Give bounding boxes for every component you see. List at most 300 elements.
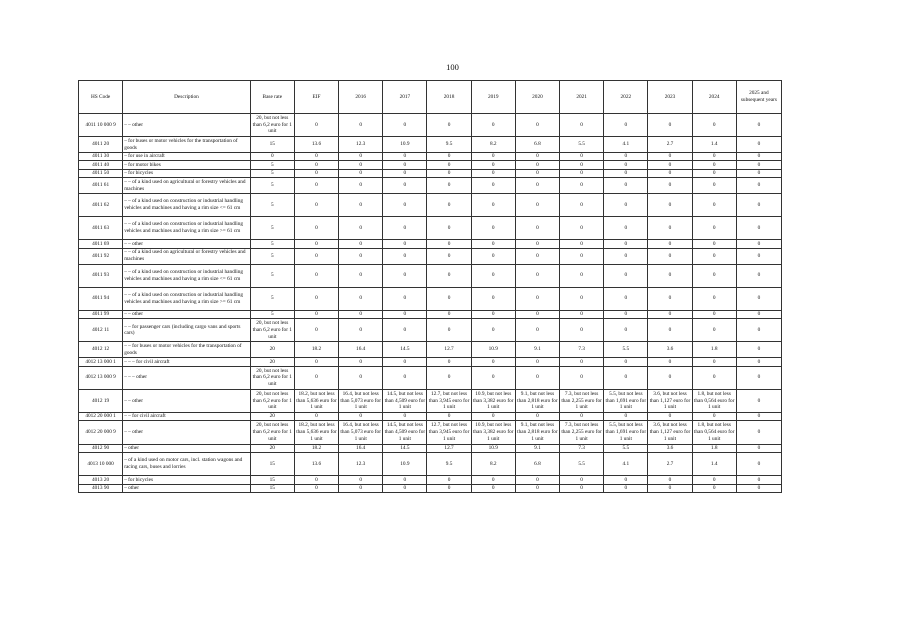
rate-cell: 0 (294, 217, 338, 240)
rate-cell: 0 (383, 240, 427, 248)
hs-code-cell: 4011 94 (79, 287, 123, 310)
rate-cell: 0 (294, 169, 338, 177)
rate-cell: 0 (692, 193, 736, 216)
description-cell: – – other (123, 114, 251, 137)
rate-cell: 0 (648, 264, 692, 287)
rate-cell: 20 (250, 342, 294, 358)
rate-cell: 0 (383, 178, 427, 194)
description-cell: – – other (123, 389, 251, 412)
hs-code-cell: 4012 13 000 1 (79, 358, 123, 366)
rate-cell: 0 (383, 248, 427, 264)
rate-cell: 0 (648, 161, 692, 169)
rate-cell: 13.6 (294, 137, 338, 153)
rate-cell: 7.3 (560, 444, 604, 452)
rate-cell: 0 (427, 152, 471, 160)
hs-code-cell: 4011 10 000 9 (79, 114, 123, 137)
rate-cell: 0 (339, 178, 383, 194)
hs-code-cell: 4011 69 (79, 240, 123, 248)
rate-cell: 0 (294, 178, 338, 194)
rate-cell: 0 (427, 413, 471, 421)
rate-cell: 0 (427, 484, 471, 492)
hs-code-cell: 4011 61 (79, 178, 123, 194)
rate-cell: 0 (736, 193, 781, 216)
rate-cell: 0 (294, 319, 338, 342)
rate-cell: 0 (427, 287, 471, 310)
rate-cell: 12.7, but not less than 3,945 euro for 1 unit (427, 389, 471, 412)
rate-cell: 14.5, but not less than 4,509 euro for 1 unit (383, 421, 427, 444)
rate-cell: 0 (471, 264, 515, 287)
rate-cell: 10.9 (383, 137, 427, 153)
rate-cell: 0 (515, 178, 559, 194)
rate-cell: 9.5 (427, 453, 471, 476)
table-row (79, 484, 782, 492)
rate-cell: 10.9 (471, 444, 515, 452)
table-row (79, 389, 782, 412)
rate-cell: 0 (692, 476, 736, 484)
table-row (79, 342, 782, 358)
rate-cell: 0 (294, 161, 338, 169)
table-row (79, 476, 782, 484)
rate-cell: 0 (648, 178, 692, 194)
column-header: 2025 and subsequent years (736, 81, 781, 114)
rate-cell: 0 (427, 169, 471, 177)
rate-cell: 0 (648, 114, 692, 137)
rate-cell: 20 (250, 413, 294, 421)
rate-cell: 0 (604, 248, 648, 264)
rate-cell: 0 (294, 193, 338, 216)
rate-cell: 0 (560, 217, 604, 240)
rate-cell: 12.3 (339, 137, 383, 153)
rate-cell: 9.1, but not less than 2,818 euro for 1 unit (515, 389, 559, 412)
rate-cell: 20 (250, 358, 294, 366)
rate-cell: 0 (648, 217, 692, 240)
rate-cell: 0 (560, 152, 604, 160)
rate-cell: 0 (692, 169, 736, 177)
rate-cell: 0 (736, 310, 781, 318)
rate-cell: 0 (339, 217, 383, 240)
rate-cell: 0 (736, 366, 781, 389)
rate-cell: 0 (339, 169, 383, 177)
rate-cell: 0 (736, 248, 781, 264)
description-cell: – – for civil aircraft (123, 413, 251, 421)
rate-cell: 0 (515, 319, 559, 342)
rate-cell: 0 (736, 453, 781, 476)
rate-cell: 1.8 (692, 444, 736, 452)
hs-code-cell: 4011 40 (79, 161, 123, 169)
rate-cell: 0 (383, 169, 427, 177)
rate-cell: 0 (604, 484, 648, 492)
rate-cell: 0 (294, 310, 338, 318)
rate-cell: 0 (692, 217, 736, 240)
rate-cell: 0 (736, 152, 781, 160)
description-cell: – – for buses or motor vehicles for the transportation of goods (123, 342, 251, 358)
rate-cell: 14.5 (383, 342, 427, 358)
rate-cell: 0 (604, 193, 648, 216)
rate-cell: 0 (383, 152, 427, 160)
rate-cell: 0 (560, 366, 604, 389)
rate-cell: 18.2, but not less than 5,636 euro for 1 unit (294, 389, 338, 412)
rate-cell: 0 (250, 152, 294, 160)
rate-cell: 0 (648, 248, 692, 264)
rate-cell: 5 (250, 310, 294, 318)
rate-cell: 0 (383, 193, 427, 216)
rate-cell: 0 (427, 476, 471, 484)
rate-cell: 0 (339, 248, 383, 264)
hs-code-cell: 4011 30 (79, 152, 123, 160)
rate-cell: 5.5 (560, 453, 604, 476)
rate-cell: 0 (692, 248, 736, 264)
rate-cell: 0 (471, 114, 515, 137)
table-row (79, 366, 782, 389)
rate-cell: 5 (250, 169, 294, 177)
rate-cell: 0 (648, 476, 692, 484)
rate-cell: 0 (560, 319, 604, 342)
hs-code-cell: 4012 20 000 1 (79, 413, 123, 421)
rate-cell: 0 (383, 287, 427, 310)
rate-cell: 0 (515, 217, 559, 240)
table-row (79, 161, 782, 169)
rate-cell: 20, but not less than 6,2 euro for 1 unit (250, 389, 294, 412)
hs-code-cell: 4011 99 (79, 310, 123, 318)
rate-cell: 0 (427, 161, 471, 169)
table-row (79, 310, 782, 318)
hs-code-cell: 4012 12 (79, 342, 123, 358)
rate-cell: 0 (515, 152, 559, 160)
rate-cell: 0 (427, 310, 471, 318)
rate-cell: 0 (736, 264, 781, 287)
table-row (79, 413, 782, 421)
rate-cell: 0 (604, 319, 648, 342)
rate-cell: 0 (604, 310, 648, 318)
description-cell: – – – for civil aircraft (123, 358, 251, 366)
rate-cell: 6.8 (515, 137, 559, 153)
rate-cell: 10.9, but not less than 3,382 euro for 1 unit (471, 389, 515, 412)
rate-cell: 0 (648, 484, 692, 492)
rate-cell: 1.4 (692, 453, 736, 476)
rate-cell: 20, but not less than 6,2 euro for 1 unit (250, 319, 294, 342)
rate-cell: 0 (383, 161, 427, 169)
rate-cell: 0 (736, 178, 781, 194)
rate-cell: 0 (736, 358, 781, 366)
hs-code-cell: 4012 19 (79, 389, 123, 412)
rate-cell: 9.5 (427, 137, 471, 153)
rate-cell: 5.5 (604, 342, 648, 358)
tariff-schedule-table (78, 80, 782, 493)
column-header: 2019 (471, 81, 515, 114)
rate-cell: 0 (692, 366, 736, 389)
description-cell: – – other (123, 240, 251, 248)
rate-cell: 0 (339, 413, 383, 421)
hs-code-cell: 4013 20 (79, 476, 123, 484)
rate-cell: 0 (294, 413, 338, 421)
rate-cell: 1.8, but not less than 0,564 euro for 1 unit (692, 421, 736, 444)
rate-cell: 0 (294, 248, 338, 264)
table-row (79, 248, 782, 264)
rate-cell: 0 (736, 319, 781, 342)
rate-cell: 0 (560, 248, 604, 264)
rate-cell: 0 (471, 240, 515, 248)
rate-cell: 3.6, but not less than 1,127 euro for 1 unit (648, 389, 692, 412)
rate-cell: 0 (471, 152, 515, 160)
rate-cell: 0 (339, 358, 383, 366)
rate-cell: 0 (515, 287, 559, 310)
description-cell: – other (123, 484, 251, 492)
rate-cell: 0 (648, 319, 692, 342)
rate-cell: 0 (604, 358, 648, 366)
rate-cell: 0 (736, 484, 781, 492)
rate-cell: 0 (471, 366, 515, 389)
rate-cell: 0 (604, 178, 648, 194)
rate-cell: 0 (604, 476, 648, 484)
rate-cell: 0 (339, 161, 383, 169)
rate-cell: 18.2 (294, 444, 338, 452)
rate-cell: 0 (604, 114, 648, 137)
rate-cell: 0 (604, 287, 648, 310)
table-row (79, 453, 782, 476)
rate-cell: 0 (339, 240, 383, 248)
rate-cell: 5 (250, 240, 294, 248)
hs-code-cell: 4012 20 000 9 (79, 421, 123, 444)
column-header: 2016 (339, 81, 383, 114)
rate-cell: 0 (427, 193, 471, 216)
rate-cell: 1.8, but not less than 0,564 euro for 1 unit (692, 389, 736, 412)
rate-cell: 0 (383, 413, 427, 421)
rate-cell: 0 (383, 476, 427, 484)
rate-cell: 0 (736, 421, 781, 444)
column-header: 2018 (427, 81, 471, 114)
rate-cell: 0 (515, 413, 559, 421)
rate-cell: 16.4 (339, 342, 383, 358)
rate-cell: 0 (339, 310, 383, 318)
rate-cell: 0 (471, 319, 515, 342)
rate-cell: 0 (648, 310, 692, 318)
rate-cell: 0 (383, 484, 427, 492)
table-row (79, 264, 782, 287)
rate-cell: 0 (648, 169, 692, 177)
rate-cell: 0 (383, 264, 427, 287)
rate-cell: 0 (560, 240, 604, 248)
table-row (79, 193, 782, 216)
rate-cell: 0 (383, 358, 427, 366)
description-cell: – – of a kind used on agricultural or forestry vehicles and machines (123, 178, 251, 194)
rate-cell: 3.6, but not less than 1,127 euro for 1 unit (648, 421, 692, 444)
rate-cell: 20, but not less than 6,2 euro for 1 unit (250, 421, 294, 444)
rate-cell: 16.4, but not less than 5,073 euro for 1 unit (339, 389, 383, 412)
rate-cell: 0 (648, 358, 692, 366)
rate-cell: 9.1, but not less than 2,818 euro for 1 unit (515, 421, 559, 444)
column-header: 2023 (648, 81, 692, 114)
rate-cell: 0 (339, 193, 383, 216)
rate-cell: 9.1 (515, 342, 559, 358)
rate-cell: 5 (250, 178, 294, 194)
rate-cell: 0 (648, 152, 692, 160)
table-row (79, 152, 782, 160)
description-cell: – – – other (123, 366, 251, 389)
table-row (79, 137, 782, 153)
rate-cell: 3.6 (648, 342, 692, 358)
rate-cell: 0 (736, 444, 781, 452)
rate-cell: 0 (604, 152, 648, 160)
rate-cell: 0 (692, 178, 736, 194)
rate-cell: 0 (339, 366, 383, 389)
rate-cell: 0 (515, 358, 559, 366)
rate-cell: 0 (471, 287, 515, 310)
table-row (79, 169, 782, 177)
rate-cell: 12.3 (339, 453, 383, 476)
rate-cell: 5 (250, 217, 294, 240)
rate-cell: 5 (250, 287, 294, 310)
rate-cell: 0 (339, 484, 383, 492)
rate-cell: 0 (560, 264, 604, 287)
rate-cell: 3.6 (648, 444, 692, 452)
rate-cell: 5 (250, 264, 294, 287)
rate-cell: 0 (515, 264, 559, 287)
table-row (79, 358, 782, 366)
rate-cell: 0 (648, 366, 692, 389)
rate-cell: 14.5, but not less than 4,509 euro for 1 unit (383, 389, 427, 412)
description-cell: – of a kind used on motor cars, incl. station wagons and racing cars, buses and lorries (123, 453, 251, 476)
rate-cell: 0 (427, 114, 471, 137)
rate-cell: 0 (604, 240, 648, 248)
rate-cell: 0 (604, 169, 648, 177)
rate-cell: 0 (692, 152, 736, 160)
rate-cell: 0 (294, 366, 338, 389)
rate-cell: 8.2 (471, 137, 515, 153)
rate-cell: 0 (383, 310, 427, 318)
rate-cell: 0 (339, 476, 383, 484)
rate-cell: 5.5 (560, 137, 604, 153)
hs-code-cell: 4011 92 (79, 248, 123, 264)
rate-cell: 0 (604, 366, 648, 389)
rate-cell: 0 (692, 264, 736, 287)
rate-cell: 0 (294, 152, 338, 160)
description-cell: – – of a kind used on construction or industrial handling vehicles and machines and having a rim size <= 61 cm (123, 264, 251, 287)
table-row (79, 114, 782, 137)
rate-cell: 6.8 (515, 453, 559, 476)
rate-cell: 15 (250, 453, 294, 476)
rate-cell: 15 (250, 484, 294, 492)
rate-cell: 0 (736, 169, 781, 177)
rate-cell: 10.9, but not less than 3,382 euro for 1 unit (471, 421, 515, 444)
rate-cell: 0 (604, 217, 648, 240)
description-cell: – for bicycles (123, 476, 251, 484)
description-cell: – – for passenger cars (including cargo vans and sports cars) (123, 319, 251, 342)
column-header: EIF (294, 81, 338, 114)
rate-cell: 0 (294, 264, 338, 287)
rate-cell: 0 (471, 217, 515, 240)
rate-cell: 0 (648, 193, 692, 216)
rate-cell: 0 (692, 240, 736, 248)
rate-cell: 20, but not less than 6,2 euro for 1 unit (250, 366, 294, 389)
column-header: HS Code (79, 81, 123, 114)
rate-cell: 0 (692, 161, 736, 169)
description-cell: – – other (123, 310, 251, 318)
rate-cell: 5.5, but not less than 1,691 euro for 1 unit (604, 421, 648, 444)
rate-cell: 0 (604, 264, 648, 287)
rate-cell: 0 (736, 217, 781, 240)
rate-cell: 0 (515, 366, 559, 389)
hs-code-cell: 4013 10 000 (79, 453, 123, 476)
rate-cell: 0 (604, 161, 648, 169)
column-header: 2021 (560, 81, 604, 114)
rate-cell: 7.3 (560, 342, 604, 358)
description-cell: – for motor bikes (123, 161, 251, 169)
rate-cell: 0 (383, 114, 427, 137)
rate-cell: 0 (560, 114, 604, 137)
rate-cell: 7.3, but not less than 2,255 euro for 1 unit (560, 389, 604, 412)
rate-cell: 0 (471, 476, 515, 484)
hs-code-cell: 4011 62 (79, 193, 123, 216)
rate-cell: 0 (294, 358, 338, 366)
rate-cell: 0 (427, 248, 471, 264)
column-header: 2017 (383, 81, 427, 114)
column-header: Base rate (250, 81, 294, 114)
rate-cell: 0 (692, 319, 736, 342)
hs-code-cell: 4012 13 000 9 (79, 366, 123, 389)
page-number: 100 (446, 62, 459, 72)
rate-cell: 0 (427, 240, 471, 248)
rate-cell: 0 (339, 264, 383, 287)
table-row (79, 287, 782, 310)
table-row (79, 421, 782, 444)
rate-cell: 0 (427, 264, 471, 287)
rate-cell: 0 (339, 287, 383, 310)
rate-cell: 7.3, but not less than 2,255 euro for 1 unit (560, 421, 604, 444)
description-cell: – – of a kind used on construction or industrial handling vehicles and machines and having a rim size >= 61 cm (123, 217, 251, 240)
description-cell: – other (123, 444, 251, 452)
rate-cell: 0 (294, 240, 338, 248)
rate-cell: 0 (427, 366, 471, 389)
rate-cell: 0 (515, 476, 559, 484)
rate-cell: 0 (560, 169, 604, 177)
rate-cell: 0 (427, 319, 471, 342)
rate-cell: 0 (692, 287, 736, 310)
rate-cell: 0 (294, 114, 338, 137)
rate-cell: 0 (692, 310, 736, 318)
hs-code-cell: 4012 11 (79, 319, 123, 342)
table-row (79, 319, 782, 342)
description-cell: – – of a kind used on agricultural or forestry vehicles and machines (123, 248, 251, 264)
table-row (79, 240, 782, 248)
rate-cell: 0 (515, 484, 559, 492)
column-header: Description (123, 81, 251, 114)
description-cell: – for use in aircraft (123, 152, 251, 160)
rate-cell: 0 (515, 114, 559, 137)
rate-cell: 5 (250, 193, 294, 216)
hs-code-cell: 4012 90 (79, 444, 123, 452)
rate-cell: 0 (560, 161, 604, 169)
rate-cell: 0 (692, 413, 736, 421)
rate-cell: 0 (692, 114, 736, 137)
rate-cell: 0 (515, 240, 559, 248)
table-header-row (79, 81, 782, 114)
rate-cell: 2.7 (648, 453, 692, 476)
rate-cell: 18.2, but not less than 5,636 euro for 1 unit (294, 421, 338, 444)
rate-cell: 0 (515, 193, 559, 216)
rate-cell: 20 (250, 444, 294, 452)
table-body (79, 114, 782, 493)
rate-cell: 0 (736, 287, 781, 310)
rate-cell: 0 (648, 413, 692, 421)
description-cell: – – other (123, 421, 251, 444)
rate-cell: 0 (294, 484, 338, 492)
hs-code-cell: 4013 90 (79, 484, 123, 492)
column-header: 2022 (604, 81, 648, 114)
rate-cell: 13.6 (294, 453, 338, 476)
description-cell: – for buses or motor vehicles for the transportation of goods (123, 137, 251, 153)
rate-cell: 0 (471, 169, 515, 177)
rate-cell: 0 (471, 178, 515, 194)
